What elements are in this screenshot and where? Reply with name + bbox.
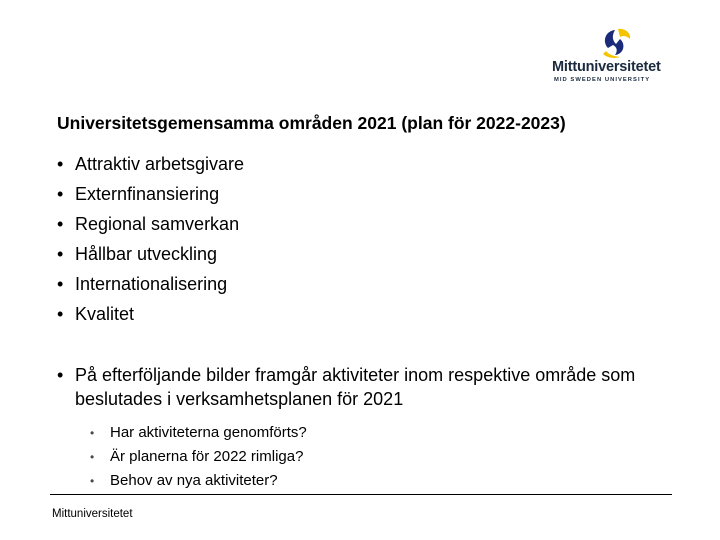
bullet-icon: • xyxy=(57,244,64,264)
slide-title: Universitetsgemensamma områden 2021 (plan för 2022-2023) xyxy=(57,113,566,133)
list-item xyxy=(57,302,244,332)
list-item-text: Regional samverkan xyxy=(75,214,240,234)
list-item-text: Internationalisering xyxy=(75,274,228,294)
question-text: Har aktiviteterna genomförts? xyxy=(110,424,307,441)
list-item-text: Attraktiv arbetsgivare xyxy=(75,154,245,174)
bullet-icon: • xyxy=(57,154,64,174)
logo-wordmark: Mittuniversitetet xyxy=(552,59,661,75)
list-item xyxy=(57,212,244,242)
bullet-icon: • xyxy=(57,214,64,234)
bullet-icon: • xyxy=(90,450,95,464)
list-item-text: Kvalitet xyxy=(75,304,135,324)
list-item xyxy=(57,272,244,302)
bullet-icon: • xyxy=(57,274,64,294)
question-item xyxy=(90,469,677,493)
bullet-icon: • xyxy=(90,426,95,440)
list-item xyxy=(57,242,244,272)
question-text: Är planerna för 2022 rimliga? xyxy=(110,448,304,465)
note-text: På efterföljande bilder framgår aktiviteter inom respektive område som beslutades i verksamhetsplanen för 2021 xyxy=(75,365,636,409)
question-item xyxy=(90,421,677,445)
list-item-text: Externfinansiering xyxy=(75,184,220,204)
note-item xyxy=(57,363,677,493)
bullet-icon: • xyxy=(57,304,64,324)
questions-list xyxy=(90,421,677,493)
list-item-text: Hållbar utveckling xyxy=(75,244,218,264)
bullet-icon: • xyxy=(57,365,64,385)
logo-subtitle: MID SWEDEN UNIVERSITY xyxy=(554,77,651,83)
university-logo xyxy=(552,26,682,88)
question-text: Behov av nya aktiviteter? xyxy=(110,472,278,489)
list-item xyxy=(57,182,244,212)
areas-list xyxy=(57,152,244,332)
question-item xyxy=(90,445,677,469)
bullet-icon: • xyxy=(90,474,95,488)
logo-mark-icon xyxy=(600,26,634,60)
footer-label: Mittuniversitetet xyxy=(52,508,133,520)
bullet-icon: • xyxy=(57,184,64,204)
list-item xyxy=(57,152,244,182)
footer-divider xyxy=(50,494,672,495)
note-list xyxy=(57,363,677,493)
